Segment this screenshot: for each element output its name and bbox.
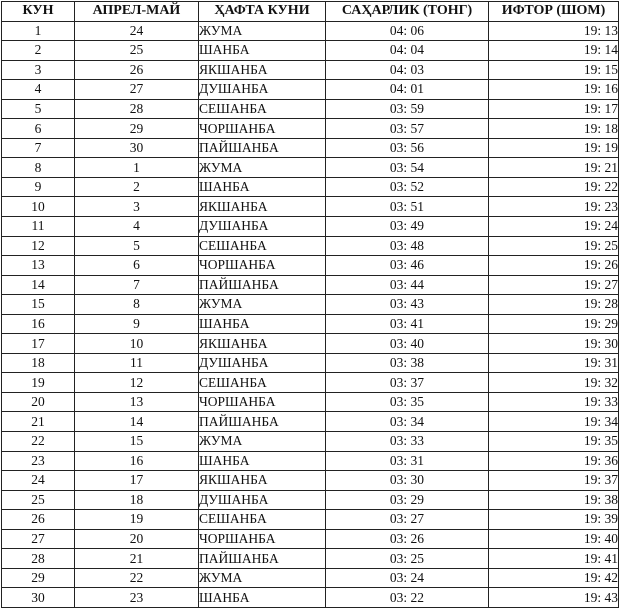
table-row	[2, 334, 619, 354]
date-cell: 12	[75, 373, 199, 393]
weekday-cell: ЖУМА	[199, 21, 326, 41]
weekday-cell: ПАЙШАНБА	[199, 275, 326, 295]
day-cell: 23	[2, 451, 75, 471]
day-cell: 24	[2, 471, 75, 491]
table-row	[2, 490, 619, 510]
day-cell: 18	[2, 353, 75, 373]
weekday-cell: ЧОРШАНБА	[199, 529, 326, 549]
iftar-time-cell: 19: 16	[489, 80, 619, 100]
suhoor-time-cell: 03: 33	[326, 432, 489, 452]
iftar-time-cell: 19: 29	[489, 314, 619, 334]
weekday-cell: ШАНБА	[199, 314, 326, 334]
suhoor-time-cell: 03: 54	[326, 158, 489, 178]
header-date: АПРЕЛ-МАЙ	[75, 2, 199, 22]
day-cell: 17	[2, 334, 75, 354]
weekday-cell: ЯКШАНБА	[199, 60, 326, 80]
day-cell: 11	[2, 217, 75, 237]
day-cell: 2	[2, 41, 75, 61]
date-cell: 8	[75, 295, 199, 315]
iftar-time-cell: 19: 24	[489, 217, 619, 237]
day-cell: 4	[2, 80, 75, 100]
weekday-cell: ЧОРШАНБА	[199, 119, 326, 139]
day-cell: 21	[2, 412, 75, 432]
suhoor-time-cell: 03: 44	[326, 275, 489, 295]
header-day: КУН	[2, 2, 75, 22]
iftar-time-cell: 19: 37	[489, 471, 619, 491]
table-row	[2, 256, 619, 276]
weekday-cell: ЖУМА	[199, 568, 326, 588]
table-row	[2, 432, 619, 452]
date-cell: 28	[75, 99, 199, 119]
weekday-cell: СЕШАНБА	[199, 510, 326, 530]
table-row	[2, 236, 619, 256]
suhoor-time-cell: 03: 26	[326, 529, 489, 549]
suhoor-time-cell: 03: 22	[326, 588, 489, 608]
suhoor-time-cell: 03: 27	[326, 510, 489, 530]
table-row	[2, 60, 619, 80]
iftar-time-cell: 19: 23	[489, 197, 619, 217]
day-cell: 6	[2, 119, 75, 139]
date-cell: 3	[75, 197, 199, 217]
weekday-cell: ПАЙШАНБА	[199, 412, 326, 432]
suhoor-time-cell: 04: 06	[326, 21, 489, 41]
iftar-time-cell: 19: 36	[489, 451, 619, 471]
weekday-cell: ЖУМА	[199, 432, 326, 452]
date-cell: 1	[75, 158, 199, 178]
date-cell: 21	[75, 549, 199, 569]
iftar-time-cell: 19: 19	[489, 138, 619, 158]
date-cell: 15	[75, 432, 199, 452]
day-cell: 13	[2, 256, 75, 276]
suhoor-time-cell: 03: 41	[326, 314, 489, 334]
suhoor-time-cell: 03: 59	[326, 99, 489, 119]
suhoor-time-cell: 03: 49	[326, 217, 489, 237]
iftar-time-cell: 19: 13	[489, 21, 619, 41]
table-row	[2, 353, 619, 373]
day-cell: 12	[2, 236, 75, 256]
day-cell: 10	[2, 197, 75, 217]
suhoor-time-cell: 03: 52	[326, 177, 489, 197]
table-row	[2, 412, 619, 432]
iftar-time-cell: 19: 32	[489, 373, 619, 393]
table-row	[2, 217, 619, 237]
weekday-cell: ШАНБА	[199, 177, 326, 197]
day-cell: 20	[2, 392, 75, 412]
table-row	[2, 392, 619, 412]
header-suhoor: САҲАРЛИК (ТОНГ)	[326, 2, 489, 22]
date-cell: 20	[75, 529, 199, 549]
weekday-cell: ШАНБА	[199, 588, 326, 608]
table-row	[2, 295, 619, 315]
table-body	[2, 21, 619, 607]
date-cell: 26	[75, 60, 199, 80]
table-row	[2, 451, 619, 471]
table-row	[2, 529, 619, 549]
iftar-time-cell: 19: 26	[489, 256, 619, 276]
iftar-time-cell: 19: 39	[489, 510, 619, 530]
table-row	[2, 568, 619, 588]
day-cell: 27	[2, 529, 75, 549]
day-cell: 22	[2, 432, 75, 452]
iftar-time-cell: 19: 18	[489, 119, 619, 139]
iftar-time-cell: 19: 15	[489, 60, 619, 80]
day-cell: 19	[2, 373, 75, 393]
iftar-time-cell: 19: 38	[489, 490, 619, 510]
table-row	[2, 41, 619, 61]
day-cell: 30	[2, 588, 75, 608]
iftar-time-cell: 19: 22	[489, 177, 619, 197]
table-row	[2, 21, 619, 41]
iftar-time-cell: 19: 14	[489, 41, 619, 61]
suhoor-time-cell: 04: 03	[326, 60, 489, 80]
date-cell: 24	[75, 21, 199, 41]
table-row	[2, 314, 619, 334]
day-cell: 29	[2, 568, 75, 588]
weekday-cell: СЕШАНБА	[199, 99, 326, 119]
weekday-cell: ЧОРШАНБА	[199, 256, 326, 276]
table-row	[2, 275, 619, 295]
iftar-time-cell: 19: 21	[489, 158, 619, 178]
suhoor-time-cell: 03: 51	[326, 197, 489, 217]
date-cell: 19	[75, 510, 199, 530]
day-cell: 26	[2, 510, 75, 530]
header-weekday: ҲАФТА КУНИ	[199, 2, 326, 22]
suhoor-time-cell: 03: 43	[326, 295, 489, 315]
iftar-time-cell: 19: 28	[489, 295, 619, 315]
suhoor-time-cell: 03: 29	[326, 490, 489, 510]
table-row	[2, 510, 619, 530]
date-cell: 7	[75, 275, 199, 295]
suhoor-time-cell: 03: 30	[326, 471, 489, 491]
date-cell: 23	[75, 588, 199, 608]
iftar-time-cell: 19: 27	[489, 275, 619, 295]
weekday-cell: СЕШАНБА	[199, 373, 326, 393]
table-row	[2, 471, 619, 491]
date-cell: 9	[75, 314, 199, 334]
date-cell: 27	[75, 80, 199, 100]
day-cell: 7	[2, 138, 75, 158]
iftar-time-cell: 19: 17	[489, 99, 619, 119]
suhoor-time-cell: 04: 01	[326, 80, 489, 100]
table-row	[2, 588, 619, 608]
date-cell: 16	[75, 451, 199, 471]
day-cell: 1	[2, 21, 75, 41]
iftar-time-cell: 19: 43	[489, 588, 619, 608]
iftar-time-cell: 19: 41	[489, 549, 619, 569]
weekday-cell: ДУШАНБА	[199, 353, 326, 373]
suhoor-time-cell: 03: 57	[326, 119, 489, 139]
weekday-cell: ДУШАНБА	[199, 217, 326, 237]
suhoor-time-cell: 03: 37	[326, 373, 489, 393]
weekday-cell: СЕШАНБА	[199, 236, 326, 256]
day-cell: 28	[2, 549, 75, 569]
suhoor-time-cell: 03: 25	[326, 549, 489, 569]
weekday-cell: ШАНБА	[199, 41, 326, 61]
suhoor-time-cell: 03: 31	[326, 451, 489, 471]
weekday-cell: ЯКШАНБА	[199, 334, 326, 354]
date-cell: 6	[75, 256, 199, 276]
table-row	[2, 138, 619, 158]
iftar-time-cell: 19: 25	[489, 236, 619, 256]
table-header	[2, 2, 619, 22]
iftar-time-cell: 19: 42	[489, 568, 619, 588]
suhoor-time-cell: 03: 38	[326, 353, 489, 373]
date-cell: 17	[75, 471, 199, 491]
table-row	[2, 197, 619, 217]
table-row	[2, 99, 619, 119]
date-cell: 18	[75, 490, 199, 510]
iftar-time-cell: 19: 40	[489, 529, 619, 549]
date-cell: 22	[75, 568, 199, 588]
iftar-time-cell: 19: 31	[489, 353, 619, 373]
iftar-time-cell: 19: 33	[489, 392, 619, 412]
suhoor-time-cell: 03: 48	[326, 236, 489, 256]
day-cell: 16	[2, 314, 75, 334]
weekday-cell: ЧОРШАНБА	[199, 392, 326, 412]
day-cell: 14	[2, 275, 75, 295]
table-row	[2, 158, 619, 178]
weekday-cell: ШАНБА	[199, 451, 326, 471]
suhoor-time-cell: 03: 46	[326, 256, 489, 276]
day-cell: 3	[2, 60, 75, 80]
header-row	[2, 2, 619, 22]
table-row	[2, 119, 619, 139]
date-cell: 13	[75, 392, 199, 412]
iftar-time-cell: 19: 35	[489, 432, 619, 452]
table-row	[2, 177, 619, 197]
weekday-cell: ПАЙШАНБА	[199, 138, 326, 158]
suhoor-time-cell: 04: 04	[326, 41, 489, 61]
table-row	[2, 549, 619, 569]
date-cell: 30	[75, 138, 199, 158]
weekday-cell: ЖУМА	[199, 158, 326, 178]
date-cell: 11	[75, 353, 199, 373]
table-row	[2, 373, 619, 393]
date-cell: 4	[75, 217, 199, 237]
date-cell: 5	[75, 236, 199, 256]
weekday-cell: ЯКШАНБА	[199, 197, 326, 217]
day-cell: 8	[2, 158, 75, 178]
weekday-cell: ЯКШАНБА	[199, 471, 326, 491]
day-cell: 5	[2, 99, 75, 119]
ramadan-schedule-table	[1, 1, 619, 608]
weekday-cell: ЖУМА	[199, 295, 326, 315]
day-cell: 15	[2, 295, 75, 315]
header-iftar: ИФТОР (ШОМ)	[489, 2, 619, 22]
suhoor-time-cell: 03: 24	[326, 568, 489, 588]
date-cell: 2	[75, 177, 199, 197]
suhoor-time-cell: 03: 34	[326, 412, 489, 432]
suhoor-time-cell: 03: 35	[326, 392, 489, 412]
suhoor-time-cell: 03: 40	[326, 334, 489, 354]
iftar-time-cell: 19: 34	[489, 412, 619, 432]
date-cell: 29	[75, 119, 199, 139]
suhoor-time-cell: 03: 56	[326, 138, 489, 158]
weekday-cell: ДУШАНБА	[199, 80, 326, 100]
date-cell: 25	[75, 41, 199, 61]
weekday-cell: ПАЙШАНБА	[199, 549, 326, 569]
weekday-cell: ДУШАНБА	[199, 490, 326, 510]
table-row	[2, 80, 619, 100]
date-cell: 10	[75, 334, 199, 354]
date-cell: 14	[75, 412, 199, 432]
day-cell: 9	[2, 177, 75, 197]
day-cell: 25	[2, 490, 75, 510]
iftar-time-cell: 19: 30	[489, 334, 619, 354]
